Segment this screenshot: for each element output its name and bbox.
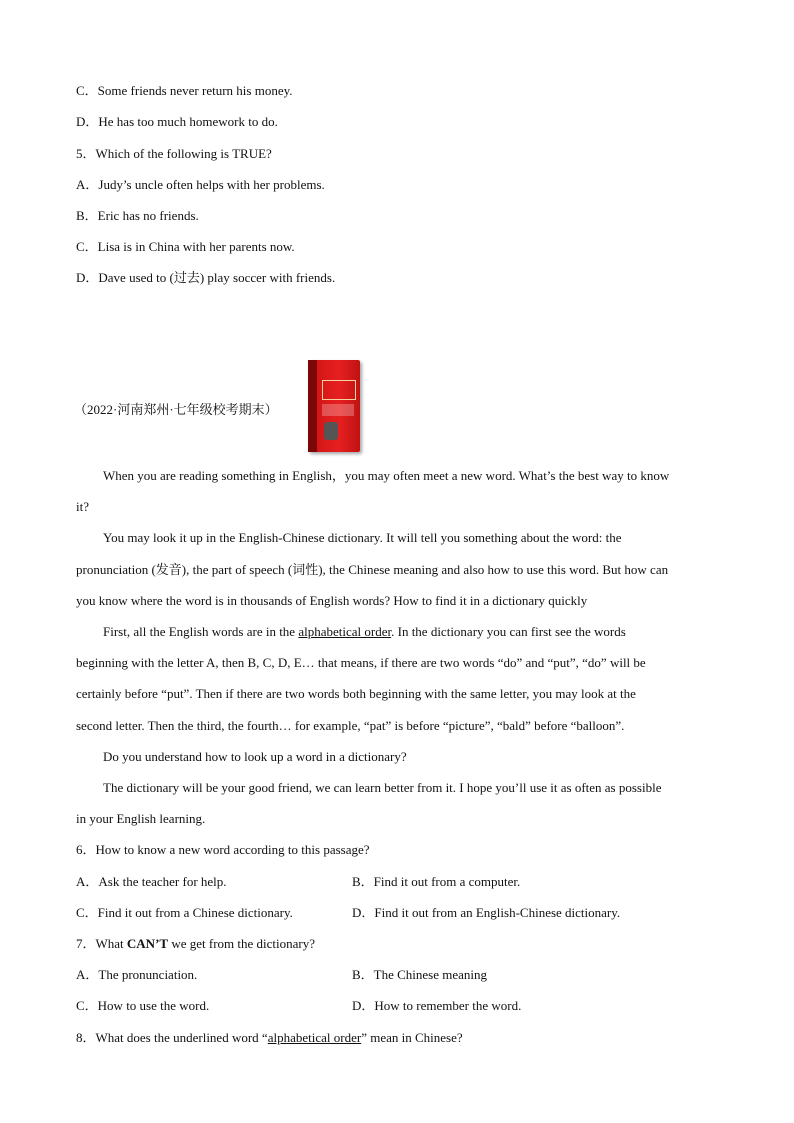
passage-line: it? bbox=[76, 499, 89, 514]
question-stem: 5．Which of the following is TRUE? bbox=[76, 146, 272, 161]
passage-line: The dictionary will be your good friend, we can learn better from it. I hope you’ll use it as often as possible bbox=[103, 780, 662, 795]
passage-line: First, all the English words are in the alphabetical order. In the dictionary you can first see the words bbox=[103, 624, 626, 639]
dictionary-cover-image bbox=[308, 360, 360, 452]
option-a: A．The pronunciation. bbox=[76, 967, 198, 982]
option-b: B．The Chinese meaning bbox=[352, 967, 488, 982]
option-d: D．He has too much homework to do. bbox=[76, 114, 278, 129]
source-label: （2022·河南郑州·七年级校考期末） bbox=[74, 402, 278, 417]
option-c: C．Some friends never return his money. bbox=[76, 83, 293, 98]
option-d: D．Dave used to (过去) play soccer with friends. bbox=[76, 270, 336, 285]
option-c: C．How to use the word. bbox=[76, 998, 210, 1013]
passage-line: you know where the word is in thousands of English words? How to find it in a dictionary quickly bbox=[76, 593, 588, 608]
passage-line: second letter. Then the third, the fourth… for example, “pat” is before “picture”, “bald” before “balloon”. bbox=[76, 718, 625, 733]
underlined-phrase: alphabetical order bbox=[298, 624, 392, 639]
option-b: B．Eric has no friends. bbox=[76, 208, 199, 223]
question-stem: 7．What CAN’T we get from the dictionary? bbox=[76, 936, 315, 951]
option-d: D．How to remember the word. bbox=[352, 998, 522, 1013]
question-stem: 8．What does the underlined word “alphabetical order” mean in Chinese? bbox=[76, 1030, 463, 1045]
option-a: A．Judy’s uncle often helps with her problems. bbox=[76, 177, 325, 192]
passage-line: pronunciation (发音), the part of speech (词性), the Chinese meaning and also how to use this word. But how can bbox=[76, 562, 669, 577]
passage-line: certainly before “put”. Then if there are two words both beginning with the same letter, you may look at the bbox=[76, 686, 636, 701]
passage-line: Do you understand how to look up a word in a dictionary? bbox=[103, 749, 407, 764]
passage-line: in your English learning. bbox=[76, 811, 206, 826]
option-c: C．Lisa is in China with her parents now. bbox=[76, 239, 295, 254]
option-d: D．Find it out from an English-Chinese dictionary. bbox=[352, 905, 621, 920]
question-stem: 6．How to know a new word according to this passage? bbox=[76, 842, 370, 857]
option-a: A．Ask the teacher for help. bbox=[76, 874, 227, 889]
passage-line: You may look it up in the English-Chinese dictionary. It will tell you something about the word: the bbox=[103, 530, 622, 545]
passage-line: When you are reading something in English，you may often meet a new word. What’s the best way to know bbox=[103, 468, 670, 483]
option-c: C．Find it out from a Chinese dictionary. bbox=[76, 905, 293, 920]
passage-line: beginning with the letter A, then B, C, D, E… that means, if there are two words “do” and “put”, “do” will be bbox=[76, 655, 646, 670]
option-b: B．Find it out from a computer. bbox=[352, 874, 521, 889]
